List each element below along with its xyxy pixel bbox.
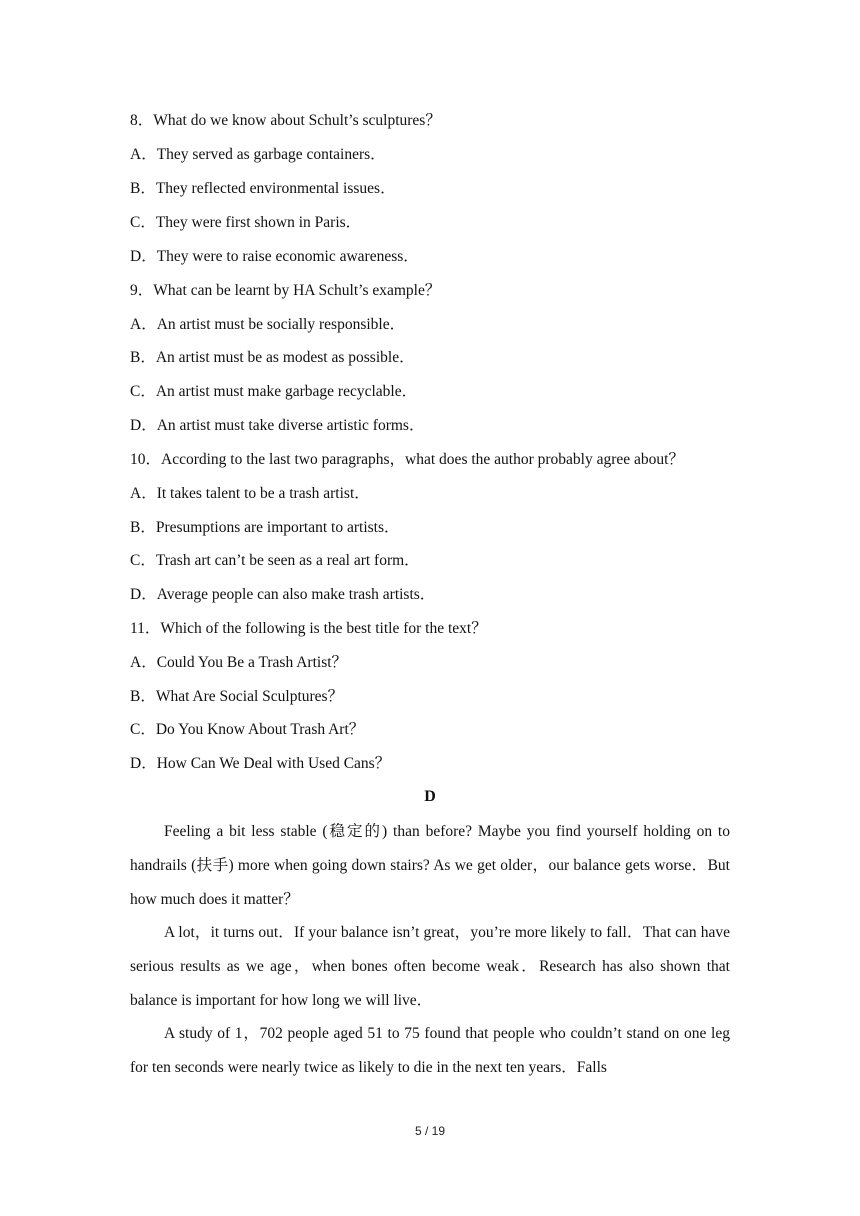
passage-paragraph-3: A study of 1，702 people aged 51 to 75 found that people who couldn’t stand on one leg for ten seconds were nearly twice as likely to die in the next ten years．Falls bbox=[130, 1025, 730, 1076]
passage-paragraph-1: Feeling a bit less stable (稳定的) than before? Maybe you find yourself holding on to handrails (扶手) more when going down stairs? As we get older，our balance gets worse．But how much does it matter？ bbox=[130, 823, 730, 908]
question-11-option-c: C．Do You Know About Trash Art？ bbox=[130, 721, 365, 738]
question-10-option-c: C．Trash art can’t be seen as a real art form． bbox=[130, 552, 420, 569]
question-9-stem: 9．What can be learnt by HA Schult’s example？ bbox=[130, 282, 441, 299]
question-11-option-b: B．What Are Social Sculptures？ bbox=[130, 688, 344, 705]
question-10-option-b: B．Presumptions are important to artists． bbox=[130, 519, 400, 536]
question-10-stem: 10．According to the last two paragraphs，what does the author probably agree about？ bbox=[130, 451, 684, 468]
question-8-option-b: B．They reflected environmental issues． bbox=[130, 180, 396, 197]
question-9-option-a: A．An artist must be socially responsible． bbox=[130, 316, 406, 333]
question-9-option-d: D．An artist must take diverse artistic forms． bbox=[130, 417, 425, 434]
question-8-option-c: C．They were first shown in Paris． bbox=[130, 214, 362, 231]
question-8-option-d: D．They were to raise economic awareness． bbox=[130, 248, 419, 265]
question-9-option-b: B．An artist must be as modest as possible． bbox=[130, 349, 415, 366]
page-number: 5 / 19 bbox=[414, 1124, 446, 1138]
passage-paragraph-2: A lot，it turns out．If your balance isn’t great，you’re more likely to fall．That can have serious results as we age，when bones often become weak．Research has also shown that balance is important for how long we will live． bbox=[130, 924, 730, 1009]
question-11-stem: 11．Which of the following is the best title for the text？ bbox=[130, 620, 487, 637]
question-11-option-d: D．How Can We Deal with Used Cans？ bbox=[130, 755, 391, 772]
question-10-option-d: D．Average people can also make trash artists． bbox=[130, 586, 436, 603]
question-10-option-a: A．It takes talent to be a trash artist． bbox=[130, 485, 370, 502]
section-heading: D bbox=[424, 788, 436, 805]
question-8-stem: 8．What do we know about Schult’s sculptures？ bbox=[130, 112, 441, 129]
question-11-option-a: A．Could You Be a Trash Artist？ bbox=[130, 654, 348, 671]
question-9-option-c: C．An artist must make garbage recyclable． bbox=[130, 383, 418, 400]
question-8-option-a: A．They served as garbage containers． bbox=[130, 146, 386, 163]
